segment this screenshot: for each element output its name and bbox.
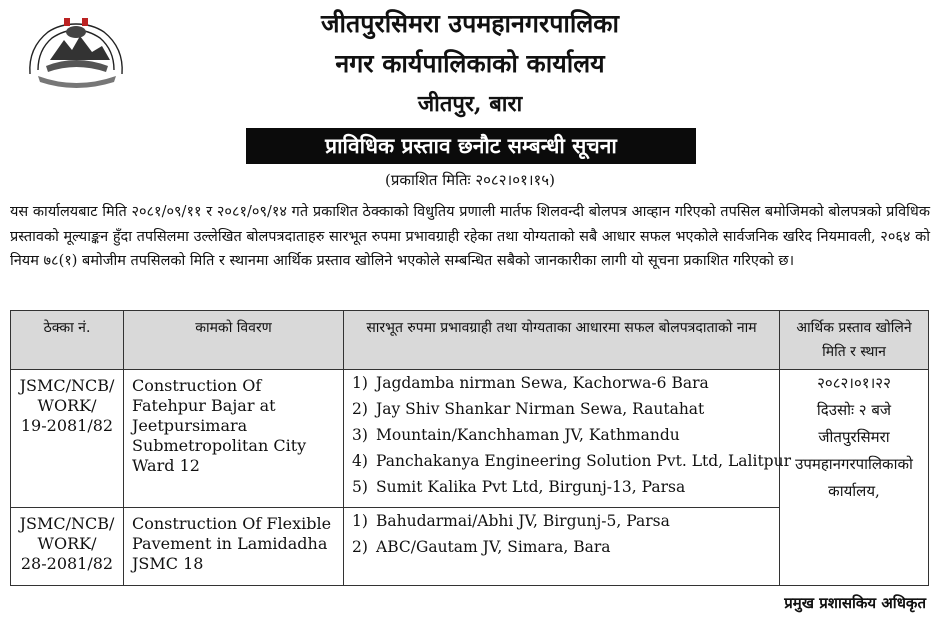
successful-bidders-table [10, 310, 929, 586]
header-description: कामको विवरण [124, 311, 344, 370]
list-item: 5) Sumit Kalika Pvt Ltd, Birgunj-13, Parsa [352, 478, 686, 496]
signatory-title: प्रमुख प्रशासकिय अधिकृत [784, 594, 926, 612]
table-header-row [11, 311, 929, 370]
notice-body: यस कार्यालयबाट मिति २०८१/०९/११ र २०८१/०९/१४ गते प्रकाशित ठेक्काको विधुतिय प्रणाली मार्तफ शिलवन्दी बोलपत्र आव्हान गरिएको तपसिल बमोजिमको बोलपत्रको प्रविधिक प्रस्तावको मूल्याङ्कन हुँदा तपसिलमा उल्लेखित बोलपत्रदाताहरु सारभूत रुपमा प्रभावग्राही रहेका तथा योग्यताको सबै आधार सफल भएकोले सार्वजनिक खरिद नियमावली, २०६४ को नियम ७८(१) बमोजीम तपसिलको मिति र स्थानमा आर्थिक प्रस्ताव खोलिने भएकोले सम्बन्धित सबैको जानकारीका लागी यो सूचना प्रकाशित गरिएको छ। [10, 204, 930, 269]
header-contract-no: ठेक्का नं. [11, 311, 124, 370]
contract-no: JSMC/NCB/ WORK/ 19-2081/82 [11, 370, 124, 508]
list-item: 1) Bahudarmai/Abhi JV, Birgunj-5, Parsa [352, 512, 670, 530]
office-subtitle: नगर कार्यपालिकाको कार्यालय [335, 49, 605, 78]
office-title: जीतपुरसिमरा उपमहानगरपालिका [321, 9, 619, 38]
contract-no: JSMC/NCB/ WORK/ 28-2081/82 [11, 508, 124, 586]
office-location: जीतपुर, बारा [417, 91, 523, 117]
table-row [11, 370, 929, 508]
published-date: (प्रकाशित मितिः २०८२।०१।१५) [385, 171, 555, 189]
bidder-list [344, 370, 791, 508]
work-description: Construction Of Fatehpur Bajar at Jeetpursimara Submetropolitan City Ward 12 [124, 370, 344, 508]
opening-date-place: २०८२।०१।२२ दिउसोः २ बजे जीतपुरसिमरा उपमहानगरपालिकाको कार्यालय, [780, 370, 929, 586]
list-item: 2) ABC/Gautam JV, Simara, Bara [352, 538, 611, 556]
notice-title: प्राविधिक प्रस्ताव छनौट सम्बन्धी सूचना [246, 128, 696, 164]
list-item: 2) Jay Shiv Shankar Nirman Sewa, Rautahat [352, 400, 705, 418]
list-item: 1) Jagdamba nirman Sewa, Kachorwa-6 Bara [352, 374, 709, 392]
header-bidders: सारभूत रुपमा प्रभावग्राही तथा योग्यताका आधारमा सफल बोलपत्रदाताको नाम [344, 311, 780, 370]
list-item: 4) Panchakanya Engineering Solution Pvt. Ltd, Lalitpur [352, 452, 791, 470]
work-description: Construction Of Flexible Pavement in Lamidadha JSMC 18 [124, 508, 344, 586]
bidder-list [344, 508, 780, 586]
header-opening: आर्थिक प्रस्ताव खोलिने मिति र स्थान [780, 311, 929, 370]
list-item: 3) Mountain/Kanchhaman JV, Kathmandu [352, 426, 680, 444]
